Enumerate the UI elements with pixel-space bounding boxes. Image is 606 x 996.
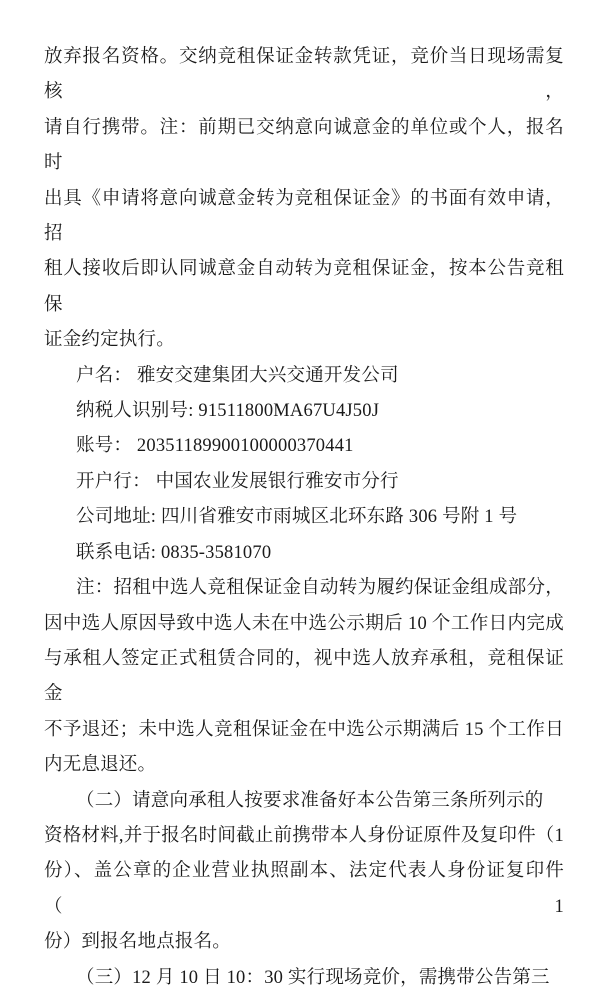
text-line-17: （二）请意向承租人按要求准备好本公告第三条所列示的 xyxy=(76,790,544,811)
text-line-4: 租人接收后即认同诚意金自动转为竞租保证金，按本公告竞租保 xyxy=(44,259,564,315)
text-line-14: 与承租人签定正式租赁合同的，视中选人放弃承租，竞租保证金 xyxy=(44,648,564,705)
document-text-block xyxy=(44,40,564,996)
text-line-5: 证金约定执行。 xyxy=(44,330,175,351)
text-line-13: 因中选人原因导致中选人未在中选公示期后 10 个工作日内完成 xyxy=(44,613,564,634)
company-address-line: 公司地址: 四川省雅安市雨城区北环东路 306 号附 1 号 xyxy=(76,507,518,528)
bank-name-line: 开户行： 中国农业发展银行雅安市分行 xyxy=(76,471,399,492)
text-line-2: 请自行携带。注：前期已交纳意向诚意金的单位或个人，报名时 xyxy=(44,117,564,174)
account-name-line: 户名： 雅安交建集团大兴交通开发公司 xyxy=(76,365,399,386)
text-line-16: 内无息退还。 xyxy=(44,755,157,776)
text-line-15: 不予退还；未中选人竞租保证金在中选公示期满后 15 个工作日 xyxy=(44,719,564,740)
taxpayer-id-line: 纳税人识别号: 91511800MA67U4J50J xyxy=(76,401,380,422)
text-line-20: 份）到报名地点报名。 xyxy=(44,932,232,953)
text-line-18: 资格材料,并于报名时间截止前携带本人身份证原件及复印件（1 xyxy=(44,825,564,846)
text-line-12: 注：招租中选人竞租保证金自动转为履约保证金组成部分， xyxy=(76,578,564,599)
phone-line: 联系电话: 0835-3581070 xyxy=(76,542,272,563)
account-number-line: 账号： 20351189900100000370441 xyxy=(76,436,354,457)
text-line-1: 放弃报名资格。交纳竞租保证金转款凭证，竞价当日现场需复核， xyxy=(44,47,564,103)
text-line-3: 出具《申请将意向诚意金转为竞租保证金》的书面有效申请，招 xyxy=(44,188,564,245)
text-line-19: 份）、盖公章的企业营业执照副本、法定代表人身份证复印件（1 xyxy=(44,861,564,917)
text-line-21: （三）12 月 10 日 10：30 实行现场竞价，需携带公告第三 xyxy=(76,967,550,988)
